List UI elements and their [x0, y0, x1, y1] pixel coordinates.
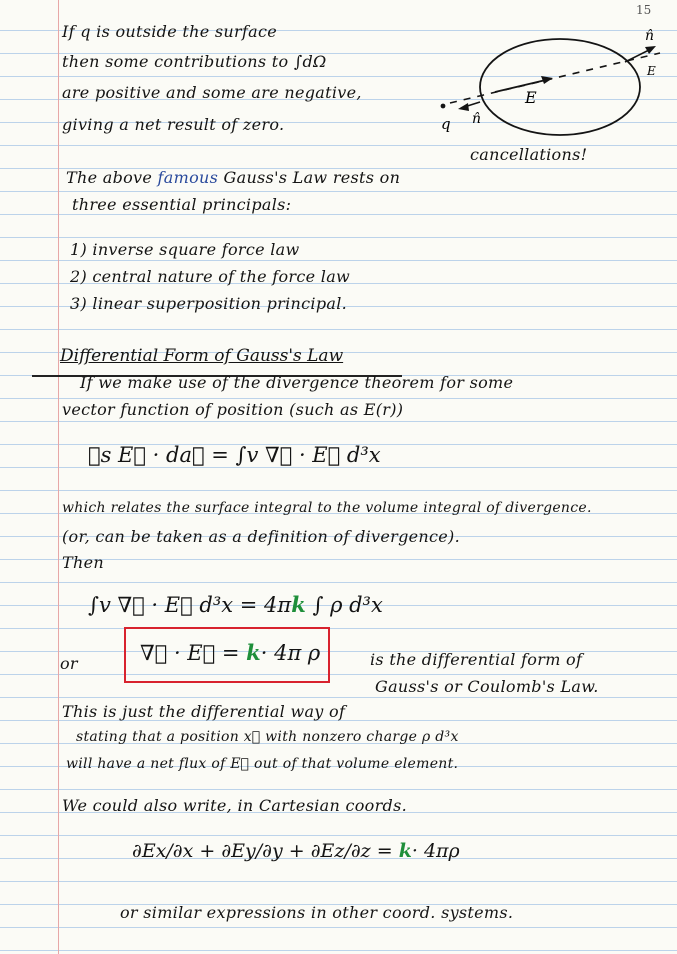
- eq3-rhs: · 4π ρ: [260, 641, 321, 665]
- famous-pre: The above: [66, 168, 158, 187]
- eq4-lhs: ∂Ex/∂x + ∂Ey/∂y + ∂Ez/∂z =: [132, 840, 399, 862]
- principle-1: 1) inverse square force law: [70, 240, 300, 259]
- n-hat-top: n̂: [645, 28, 655, 44]
- normal-in-arrowhead: [458, 103, 469, 111]
- principles-intro: three essential principals:: [72, 195, 292, 214]
- or-label: or: [60, 654, 78, 673]
- stating-line-3: will have a net flux of E⃗ out of that volume element.: [66, 756, 459, 772]
- principle-2: 2) central nature of the force law: [70, 267, 351, 286]
- cancellation-diagram: [425, 25, 670, 160]
- equation-divergence-theorem: ∮s E⃗ · da⃗ = ∫v ∇⃗ · E⃗ d³x: [88, 443, 381, 467]
- q-label: q: [441, 115, 451, 133]
- section-heading: Differential Form of Gauss's Law: [60, 346, 344, 366]
- divergence-line-1: If we make use of the divergence theorem for some: [80, 373, 514, 392]
- eq3-k: k: [246, 640, 261, 665]
- intro-line-3: are positive and some are negative,: [62, 83, 362, 102]
- e-label-mid: E: [525, 88, 537, 107]
- intro-line-1: If q is outside the surface: [62, 22, 278, 41]
- relates-line-1: which relates the surface integral to the volume integral of divergence.: [62, 500, 592, 516]
- e-label-right: E: [647, 64, 656, 78]
- n-hat-bottom: n̂: [472, 111, 482, 127]
- cartesian-line: We could also write, in Cartesian coords.: [62, 796, 407, 815]
- charge-dot: [441, 104, 446, 109]
- relates-line-2: (or, can be taken as a definition of divergence).: [62, 527, 460, 546]
- eq2-rhs: ∫ ρ d³x: [312, 593, 383, 617]
- equation-volume-integral: [88, 592, 383, 617]
- field-line-solid: [495, 79, 550, 92]
- famous-line: [66, 168, 400, 187]
- eq3-lhs: ∇⃗ · E⃗ =: [140, 641, 247, 665]
- diff-form-line-1: is the differential form of: [370, 650, 583, 669]
- famous-word: famous: [157, 168, 219, 187]
- final-line: or similar expressions in other coord. systems.: [120, 903, 514, 922]
- intro-line-2: then some contributions to ∫dΩ: [62, 52, 327, 71]
- e-arrowhead: [541, 76, 553, 84]
- eq4-rhs: · 4πρ: [411, 840, 460, 862]
- equation-differential-form: [140, 640, 320, 665]
- divergence-line-2: vector function of position (such as E(r)): [62, 400, 404, 419]
- stating-line-1: This is just the differential way of: [62, 702, 346, 721]
- diff-form-line-2: Gauss's or Coulomb's Law.: [375, 677, 599, 696]
- equation-cartesian: [132, 840, 460, 862]
- eq2-k: k: [291, 592, 306, 617]
- page-number: 15: [636, 3, 652, 17]
- eq2-lhs: ∫v ∇⃗ · E⃗ d³x = 4π: [88, 593, 292, 617]
- relates-line-3: Then: [62, 553, 104, 572]
- stating-line-2: stating that a position x⃗ with nonzero charge ρ d³x: [76, 729, 459, 745]
- normal-out-arrowhead: [645, 46, 656, 54]
- intro-line-4: giving a net result of zero.: [62, 115, 285, 134]
- principle-3: 3) linear superposition principal.: [70, 294, 348, 313]
- famous-post: Gauss's Law rests on: [218, 168, 401, 187]
- eq4-k: k: [398, 840, 412, 862]
- cancellations-caption: cancellations!: [470, 145, 588, 164]
- closed-surface: [480, 39, 640, 135]
- margin-line: [58, 0, 59, 954]
